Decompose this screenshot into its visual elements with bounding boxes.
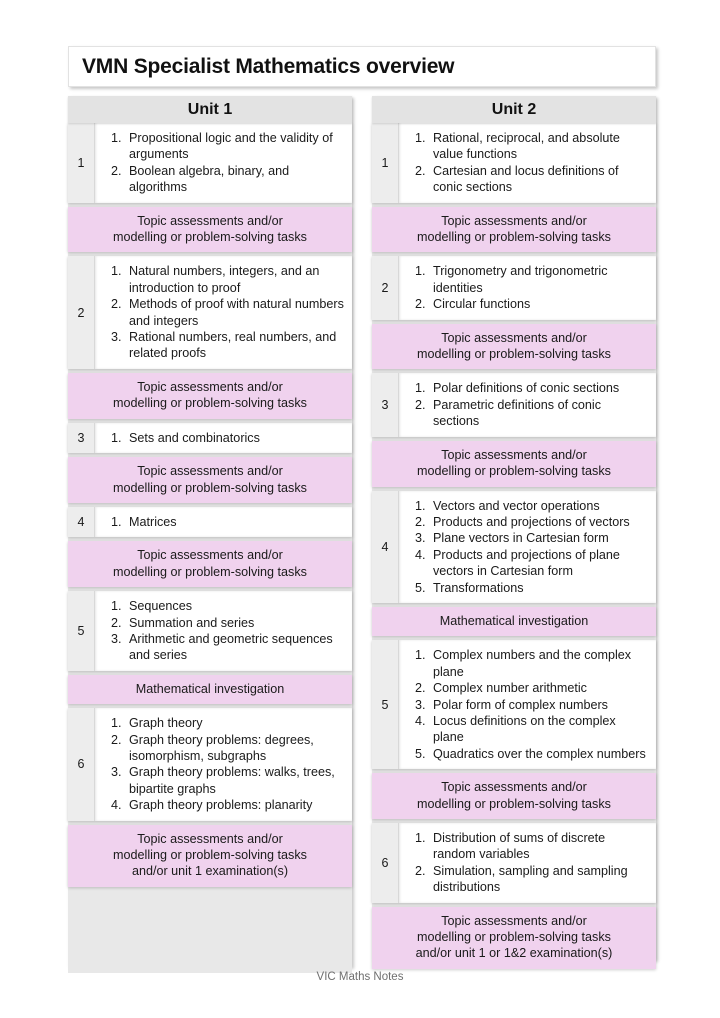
topic-number: 1	[372, 123, 398, 203]
topic-item: 4. Products and projections of plane vectors in Cartesian form	[429, 547, 648, 580]
topic-item: 1. Polar definitions of conic sections	[429, 380, 648, 396]
assessment-band-line: Topic assessments and/or	[137, 464, 283, 479]
topic-row	[372, 491, 656, 603]
assessment-band-line: Topic assessments and/or	[137, 379, 283, 394]
assessment-band-line: modelling or problem-solving tasks	[417, 796, 611, 811]
topic-list	[398, 491, 656, 603]
topic-number: 6	[68, 708, 94, 820]
topic-item: 1. Trigonometry and trigonometric identities	[429, 263, 648, 296]
topic-number: 3	[68, 423, 94, 453]
topic-row	[68, 123, 352, 203]
unit-column-1	[68, 96, 352, 967]
topic-item: 2. Summation and series	[125, 615, 344, 631]
topic-item: 2. Circular functions	[429, 296, 648, 312]
topic-item: 1. Vectors and vector operations	[429, 498, 648, 514]
topic-item: 2. Products and projections of vectors	[429, 514, 648, 530]
topic-row	[68, 423, 352, 453]
topic-item: 1. Sequences	[125, 598, 344, 614]
topic-item: 1. Sets and combinatorics	[125, 430, 344, 446]
topic-item: 2. Boolean algebra, binary, and algorithms	[125, 163, 344, 196]
assessment-band-line: modelling or problem-solving tasks	[417, 347, 611, 362]
assessment-band-line: Topic assessments and/or	[441, 913, 587, 928]
assessment-band-line: Topic assessments and/or	[441, 780, 587, 795]
topic-item: 5. Transformations	[429, 580, 648, 596]
assessment-band	[372, 441, 656, 487]
topic-item: 2. Simulation, sampling and sampling distributions	[429, 863, 648, 896]
assessment-band-line: Mathematical investigation	[439, 613, 589, 628]
assessment-band-line: modelling or problem-solving tasks	[113, 230, 307, 245]
topic-row	[68, 708, 352, 820]
unit-2-header: Unit 2	[372, 96, 656, 123]
topic-item: 2. Graph theory problems: degrees, isomorphism, subgraphs	[125, 732, 344, 765]
topic-number: 2	[68, 256, 94, 368]
page-title: VMN Specialist Mathematics overview	[82, 54, 455, 78]
topic-item: 1. Distribution of sums of discrete random variables	[429, 830, 648, 863]
topic-number: 5	[372, 640, 398, 769]
assessment-band	[68, 675, 352, 704]
topic-list	[94, 708, 352, 820]
assessment-band	[372, 773, 656, 819]
topic-number: 4	[372, 491, 398, 603]
topic-list	[94, 591, 352, 671]
topic-item: 3. Rational numbers, real numbers, and related proofs	[125, 329, 344, 362]
topic-number: 1	[68, 123, 94, 203]
topic-item: 2. Complex number arithmetic	[429, 680, 648, 696]
topic-item: 1. Rational, reciprocal, and absolute value functions	[429, 130, 648, 163]
topic-item: 3. Arithmetic and geometric sequences and series	[125, 631, 344, 664]
assessment-band	[68, 825, 352, 887]
unit-1-header: Unit 1	[68, 96, 352, 123]
topic-item: 2. Cartesian and locus definitions of conic sections	[429, 163, 648, 196]
assessment-band	[68, 207, 352, 253]
topic-row	[372, 256, 656, 319]
assessment-band	[372, 207, 656, 253]
topic-item: 3. Graph theory problems: walks, trees, bipartite graphs	[125, 764, 344, 797]
empty-filler	[68, 891, 352, 973]
assessment-band-line: Topic assessments and/or	[441, 213, 587, 228]
assessment-band-line: and/or unit 1 or 1&2 examination(s)	[415, 946, 613, 961]
assessment-band	[372, 324, 656, 370]
topic-row	[68, 591, 352, 671]
assessment-band-line: modelling or problem-solving tasks	[417, 930, 611, 945]
assessment-band-line: Topic assessments and/or	[137, 831, 283, 846]
topic-item: 1. Matrices	[125, 514, 344, 530]
topic-item: 5. Quadratics over the complex numbers	[429, 746, 648, 762]
topic-row	[372, 640, 656, 769]
assessment-band	[68, 457, 352, 503]
assessment-band-line: Topic assessments and/or	[441, 447, 587, 462]
topic-row	[68, 507, 352, 537]
topic-row	[68, 256, 352, 368]
assessment-band	[68, 541, 352, 587]
topic-list	[398, 373, 656, 436]
topic-item: 1. Propositional logic and the validity of arguments	[125, 130, 344, 163]
topic-number: 2	[372, 256, 398, 319]
topic-item: 1. Natural numbers, integers, and an introduction to proof	[125, 263, 344, 296]
topic-row	[372, 123, 656, 203]
assessment-band-line: modelling or problem-solving tasks	[113, 396, 307, 411]
topic-item: 1. Complex numbers and the complex plane	[429, 647, 648, 680]
topic-list	[94, 256, 352, 368]
topic-list	[94, 507, 352, 537]
topic-list	[398, 823, 656, 903]
page-footer: VIC Maths Notes	[316, 971, 404, 983]
topic-row	[372, 823, 656, 903]
assessment-band-line: modelling or problem-solving tasks	[113, 564, 307, 579]
assessment-band	[372, 907, 656, 969]
unit-column-2	[372, 96, 656, 960]
topic-item: 2. Parametric definitions of conic sections	[429, 397, 648, 430]
topic-number: 5	[68, 591, 94, 671]
assessment-band-line: Mathematical investigation	[135, 681, 285, 696]
topic-number: 4	[68, 507, 94, 537]
topic-list	[398, 123, 656, 203]
assessment-band-line: modelling or problem-solving tasks	[417, 464, 611, 479]
topic-list	[398, 640, 656, 769]
topic-item: 2. Methods of proof with natural numbers and integers	[125, 296, 344, 329]
topic-number: 6	[372, 823, 398, 903]
topic-item: 1. Graph theory	[125, 715, 344, 731]
assessment-band-line: Topic assessments and/or	[441, 330, 587, 345]
topic-item: 3. Polar form of complex numbers	[429, 697, 648, 713]
assessment-band-line: and/or unit 1 examination(s)	[131, 864, 289, 879]
assessment-band	[68, 373, 352, 419]
assessment-band	[372, 607, 656, 636]
topic-list	[94, 123, 352, 203]
topic-list	[398, 256, 656, 319]
topic-item: 4. Locus definitions on the complex plane	[429, 713, 648, 746]
assessment-band-line: modelling or problem-solving tasks	[113, 848, 307, 862]
assessment-band-line: Topic assessments and/or	[137, 548, 283, 563]
topic-list	[94, 423, 352, 453]
unit-1-body	[68, 123, 352, 973]
page-title-bar	[68, 46, 656, 87]
assessment-band-line: modelling or problem-solving tasks	[417, 230, 611, 245]
assessment-band-line: modelling or problem-solving tasks	[113, 480, 307, 495]
topic-number: 3	[372, 373, 398, 436]
topic-item: 4. Graph theory problems: planarity	[125, 797, 344, 813]
topic-row	[372, 373, 656, 436]
topic-item: 3. Plane vectors in Cartesian form	[429, 530, 648, 546]
assessment-band-line: Topic assessments and/or	[137, 213, 283, 228]
unit-2-body	[372, 123, 656, 969]
